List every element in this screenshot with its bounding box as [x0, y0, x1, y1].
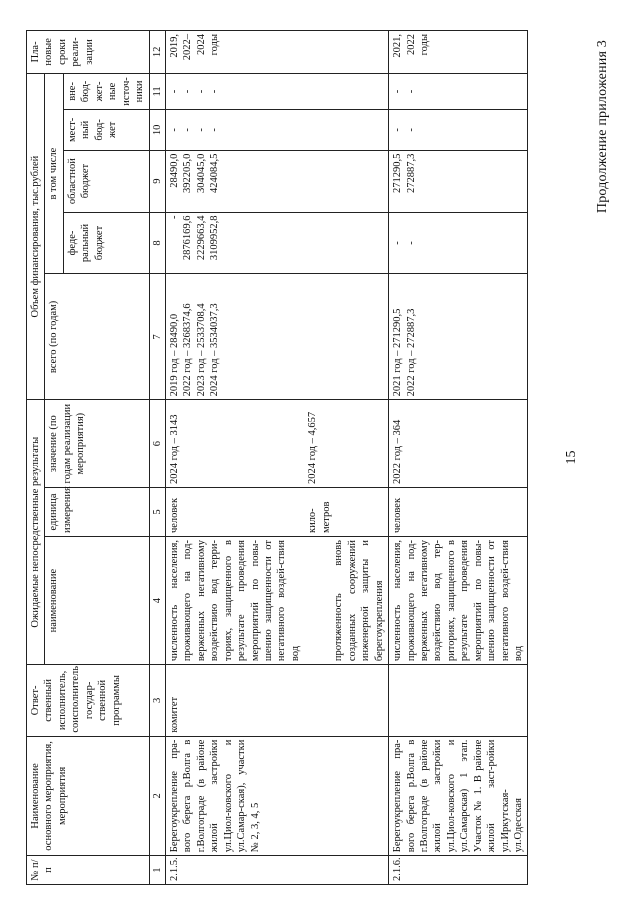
implementation-terms: 2019, 2022–2024 годы	[165, 31, 388, 74]
table-row	[389, 31, 528, 885]
local-value: -	[392, 128, 404, 132]
local-value: -	[195, 128, 207, 132]
column-number: 11	[149, 73, 165, 109]
federal-value: 2876169,6	[182, 215, 194, 261]
financing-regional	[389, 150, 528, 212]
financing-regional	[165, 150, 388, 212]
row-number: 2.1.6.	[389, 856, 528, 885]
federal-value: -	[168, 215, 180, 220]
column-number: 4	[149, 537, 165, 665]
result-value	[165, 400, 388, 488]
result-name: численность населения, проживающего на под-верженных негативному воздействию вод тер-риториях, защищенного в результате проведения мероприятий по повы-шению защищенности от негативного воздей-ствия вод	[389, 537, 528, 665]
result-name	[165, 537, 388, 665]
financing-total-line: 2021 год – 271290,5	[392, 308, 404, 397]
column-number: 8	[149, 212, 165, 274]
financing-federal	[389, 212, 528, 274]
header-num: № п/п	[27, 856, 150, 885]
result-value-primary: 2024 год – 3143	[168, 414, 180, 484]
header-name: Наименование основного мероприятия, мероприятия	[27, 736, 150, 856]
regional-value: 424084,5	[209, 153, 221, 194]
financing-total-line: 2023 год – 2533708,4	[195, 303, 207, 397]
result-unit-primary: человек	[168, 497, 180, 534]
header-result-unit: единица измерения	[45, 487, 149, 536]
activity-name: Берегоукрепление пра-вого берега р.Волга в г.Волгограде (в районе жилой застройки ул.Циол-ковского и ул.Самар-ская), участки № 2, 3, 4, 5	[165, 736, 388, 856]
financing-total-line: 2024 год – 3534037,3	[209, 303, 221, 397]
financing-total-line: 2022 год – 3268374,6	[182, 303, 194, 397]
header-federal: феде-ральный бюджет	[63, 212, 149, 274]
responsible-executor: комитет	[165, 665, 388, 737]
regional-value: 392205,0	[182, 153, 194, 194]
appendix-continuation-title: Продолжение приложения 3	[595, 40, 610, 214]
regional-value: 304045,0	[195, 153, 207, 194]
header-extrabudget: вне-бюд-жет-ные источ-ники	[63, 73, 149, 109]
result-unit	[165, 487, 388, 536]
extrabudget-value: -	[405, 89, 417, 94]
federal-value: -	[392, 241, 404, 245]
financing-total-line: 2019 год – 28490,0	[168, 313, 180, 397]
header-local: мест-ный бюд-жет	[63, 110, 149, 151]
federal-value: 2229663,4	[195, 215, 207, 261]
header-terms: Пла-новые сроки реали-зации	[27, 31, 150, 74]
column-number: 1	[149, 856, 165, 885]
column-number: 12	[149, 31, 165, 74]
header-financing-total: всего (по годам)	[45, 274, 149, 400]
column-number: 6	[149, 400, 165, 488]
financing-local	[389, 110, 528, 151]
federal-value: 3109952,8	[209, 215, 221, 261]
column-number: 7	[149, 274, 165, 400]
extrabudget-value: -	[195, 89, 207, 94]
header-regional: областной бюджет	[63, 150, 149, 212]
regional-value: 271290,5	[392, 153, 404, 194]
extrabudget-value: -	[392, 89, 404, 94]
regional-value: 28490,0	[168, 153, 180, 188]
result-unit: человек	[389, 487, 528, 536]
local-value: -	[168, 128, 180, 132]
financing-total	[165, 274, 388, 400]
column-number: 10	[149, 110, 165, 151]
row-number: 2.1.5.	[165, 856, 388, 885]
financing-total-line: 2022 год – 272887,3	[405, 308, 417, 397]
financing-extrabudget	[165, 73, 388, 109]
extrabudget-value: -	[168, 89, 180, 94]
header-results-group: Ожидаемые непосредственные результаты	[27, 400, 45, 665]
result-name-secondary: протяженность вновь созданных сооружений инженерной защиты и берегоукрепления	[333, 540, 385, 662]
extrabudget-value: -	[209, 89, 221, 94]
column-number-row	[149, 31, 165, 885]
result-value: 2022 год – 364	[389, 400, 528, 488]
local-value: -	[209, 128, 221, 132]
financing-extrabudget	[389, 73, 528, 109]
page-number: 15	[564, 450, 579, 465]
extrabudget-value: -	[182, 89, 194, 94]
financing-federal	[165, 212, 388, 274]
local-value: -	[405, 128, 417, 132]
result-value-secondary: 2024 год – 4,657	[307, 411, 319, 484]
header-financing-group: Объем финансирования, тыс.рублей	[27, 73, 45, 400]
local-value: -	[182, 128, 194, 132]
financing-total	[389, 274, 528, 400]
column-number: 9	[149, 150, 165, 212]
header-result-name: наименование	[45, 537, 149, 665]
responsible-executor	[389, 665, 528, 737]
column-number: 5	[149, 487, 165, 536]
implementation-terms: 2021, 2022 годы	[389, 31, 528, 74]
rotated-document-page	[20, 30, 620, 885]
result-unit-secondary: кило-метров	[307, 501, 332, 534]
result-name-primary: численность населения, проживающего на под-верженных негативному воздействию вод терри-ториях, защищенного в результате проведения мероприятий по повы-шению защищенности от негативного воздей-ствия вод	[168, 540, 301, 662]
activity-name: Берегоукрепление пра-вого берега р.Волга в г.Волгограде (в районе жилой застройки ул.Циол-ковского и ул.Самарская) 1 этап. Участок № 1. В районе жилой заст-ройки ул.Иркутская-ул.Одесская	[389, 736, 528, 856]
financing-local	[165, 110, 388, 151]
header-result-value: значение (по годам реализации мероприятия)	[45, 400, 149, 488]
header-responsible: Ответ-ственный исполнитель, соисполнитель государ-ственной программы	[27, 665, 150, 737]
table-row	[165, 31, 388, 885]
financing-table	[26, 30, 528, 885]
regional-value: 272887,3	[405, 153, 417, 194]
federal-value: -	[405, 241, 417, 245]
header-financing-including: в том числе	[45, 73, 63, 274]
column-number: 2	[149, 736, 165, 856]
column-number: 3	[149, 665, 165, 737]
